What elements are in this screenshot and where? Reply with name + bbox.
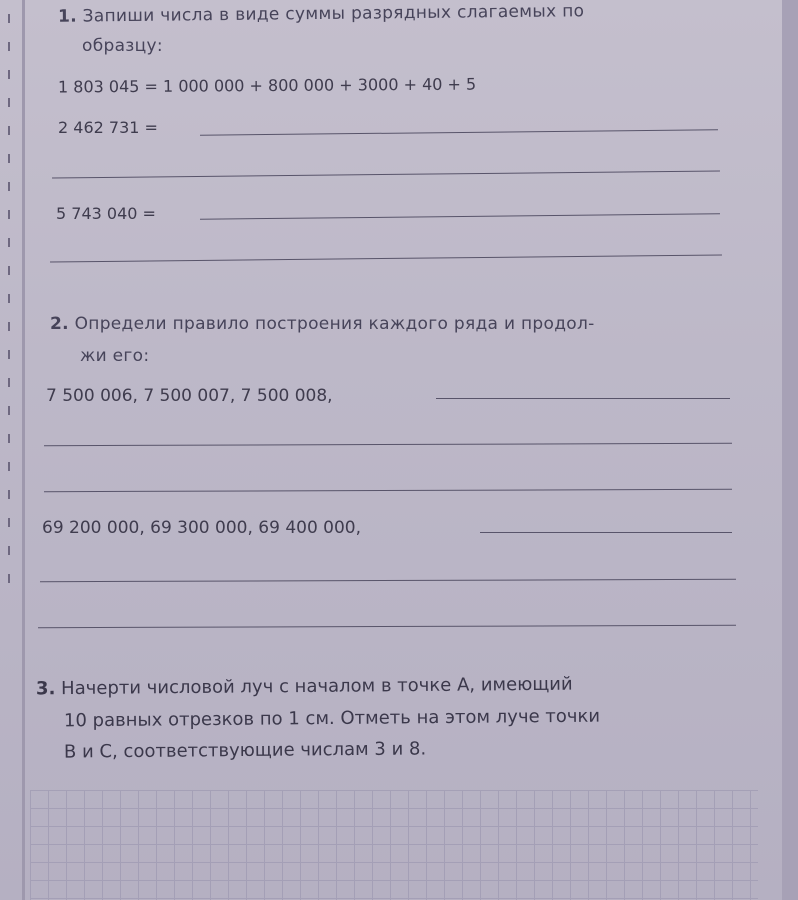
page-edge-right: [782, 0, 798, 900]
binding-perforation: [4, 0, 18, 900]
task2-row2-answer-line-3[interactable]: [38, 625, 736, 628]
task1-number: 1.: [57, 6, 78, 27]
task2-number: 2.: [50, 314, 69, 334]
task1-example: 1 803 045 = 1 000 000 + 800 000 + 3000 + 40 + 5: [57, 74, 477, 97]
task1-item2-answer-line-2[interactable]: [50, 254, 722, 262]
task3-line3: В и С, соответствующие числам 3 и 8.: [63, 738, 427, 763]
task2-row1-answer-line-2[interactable]: [44, 443, 732, 446]
task2-row1-sequence: 7 500 006, 7 500 007, 7 500 008,: [46, 386, 333, 406]
task1-item1-label: 2 462 731 =: [58, 118, 158, 137]
task2-row1-answer-line[interactable]: [436, 398, 730, 399]
task1-item2-answer-line[interactable]: [200, 213, 720, 219]
task2-instruction-line1: 2. Определи правило построения каждого ряда и продол-: [50, 314, 595, 334]
task3-line1: 3. Начерти числовой луч с началом в точке А, имеющий: [35, 673, 573, 700]
task2-row2-answer-line-2[interactable]: [40, 579, 736, 582]
task1-instruction-line1: 1. Запиши числа в виде суммы разрядных слагаемых по: [57, 1, 585, 27]
task3-line2: 10 равных отрезков по 1 см. Отметь на этом луче точки: [63, 705, 601, 732]
page-edge-left: [22, 0, 25, 900]
task3-number: 3.: [35, 678, 56, 700]
task1-instruction-line2: образцу:: [82, 36, 163, 56]
task1-item1-answer-line[interactable]: [200, 129, 718, 135]
task1-item2-label: 5 743 040 =: [56, 204, 156, 223]
task2-row1-answer-line-3[interactable]: [44, 489, 732, 492]
task2-instruction-line2: жи его:: [80, 346, 150, 366]
graph-paper-grid[interactable]: [30, 790, 758, 900]
task2-row2-answer-line[interactable]: [480, 532, 732, 533]
task1-item1-answer-line-2[interactable]: [52, 171, 720, 179]
task2-row2-sequence: 69 200 000, 69 300 000, 69 400 000,: [42, 518, 362, 538]
